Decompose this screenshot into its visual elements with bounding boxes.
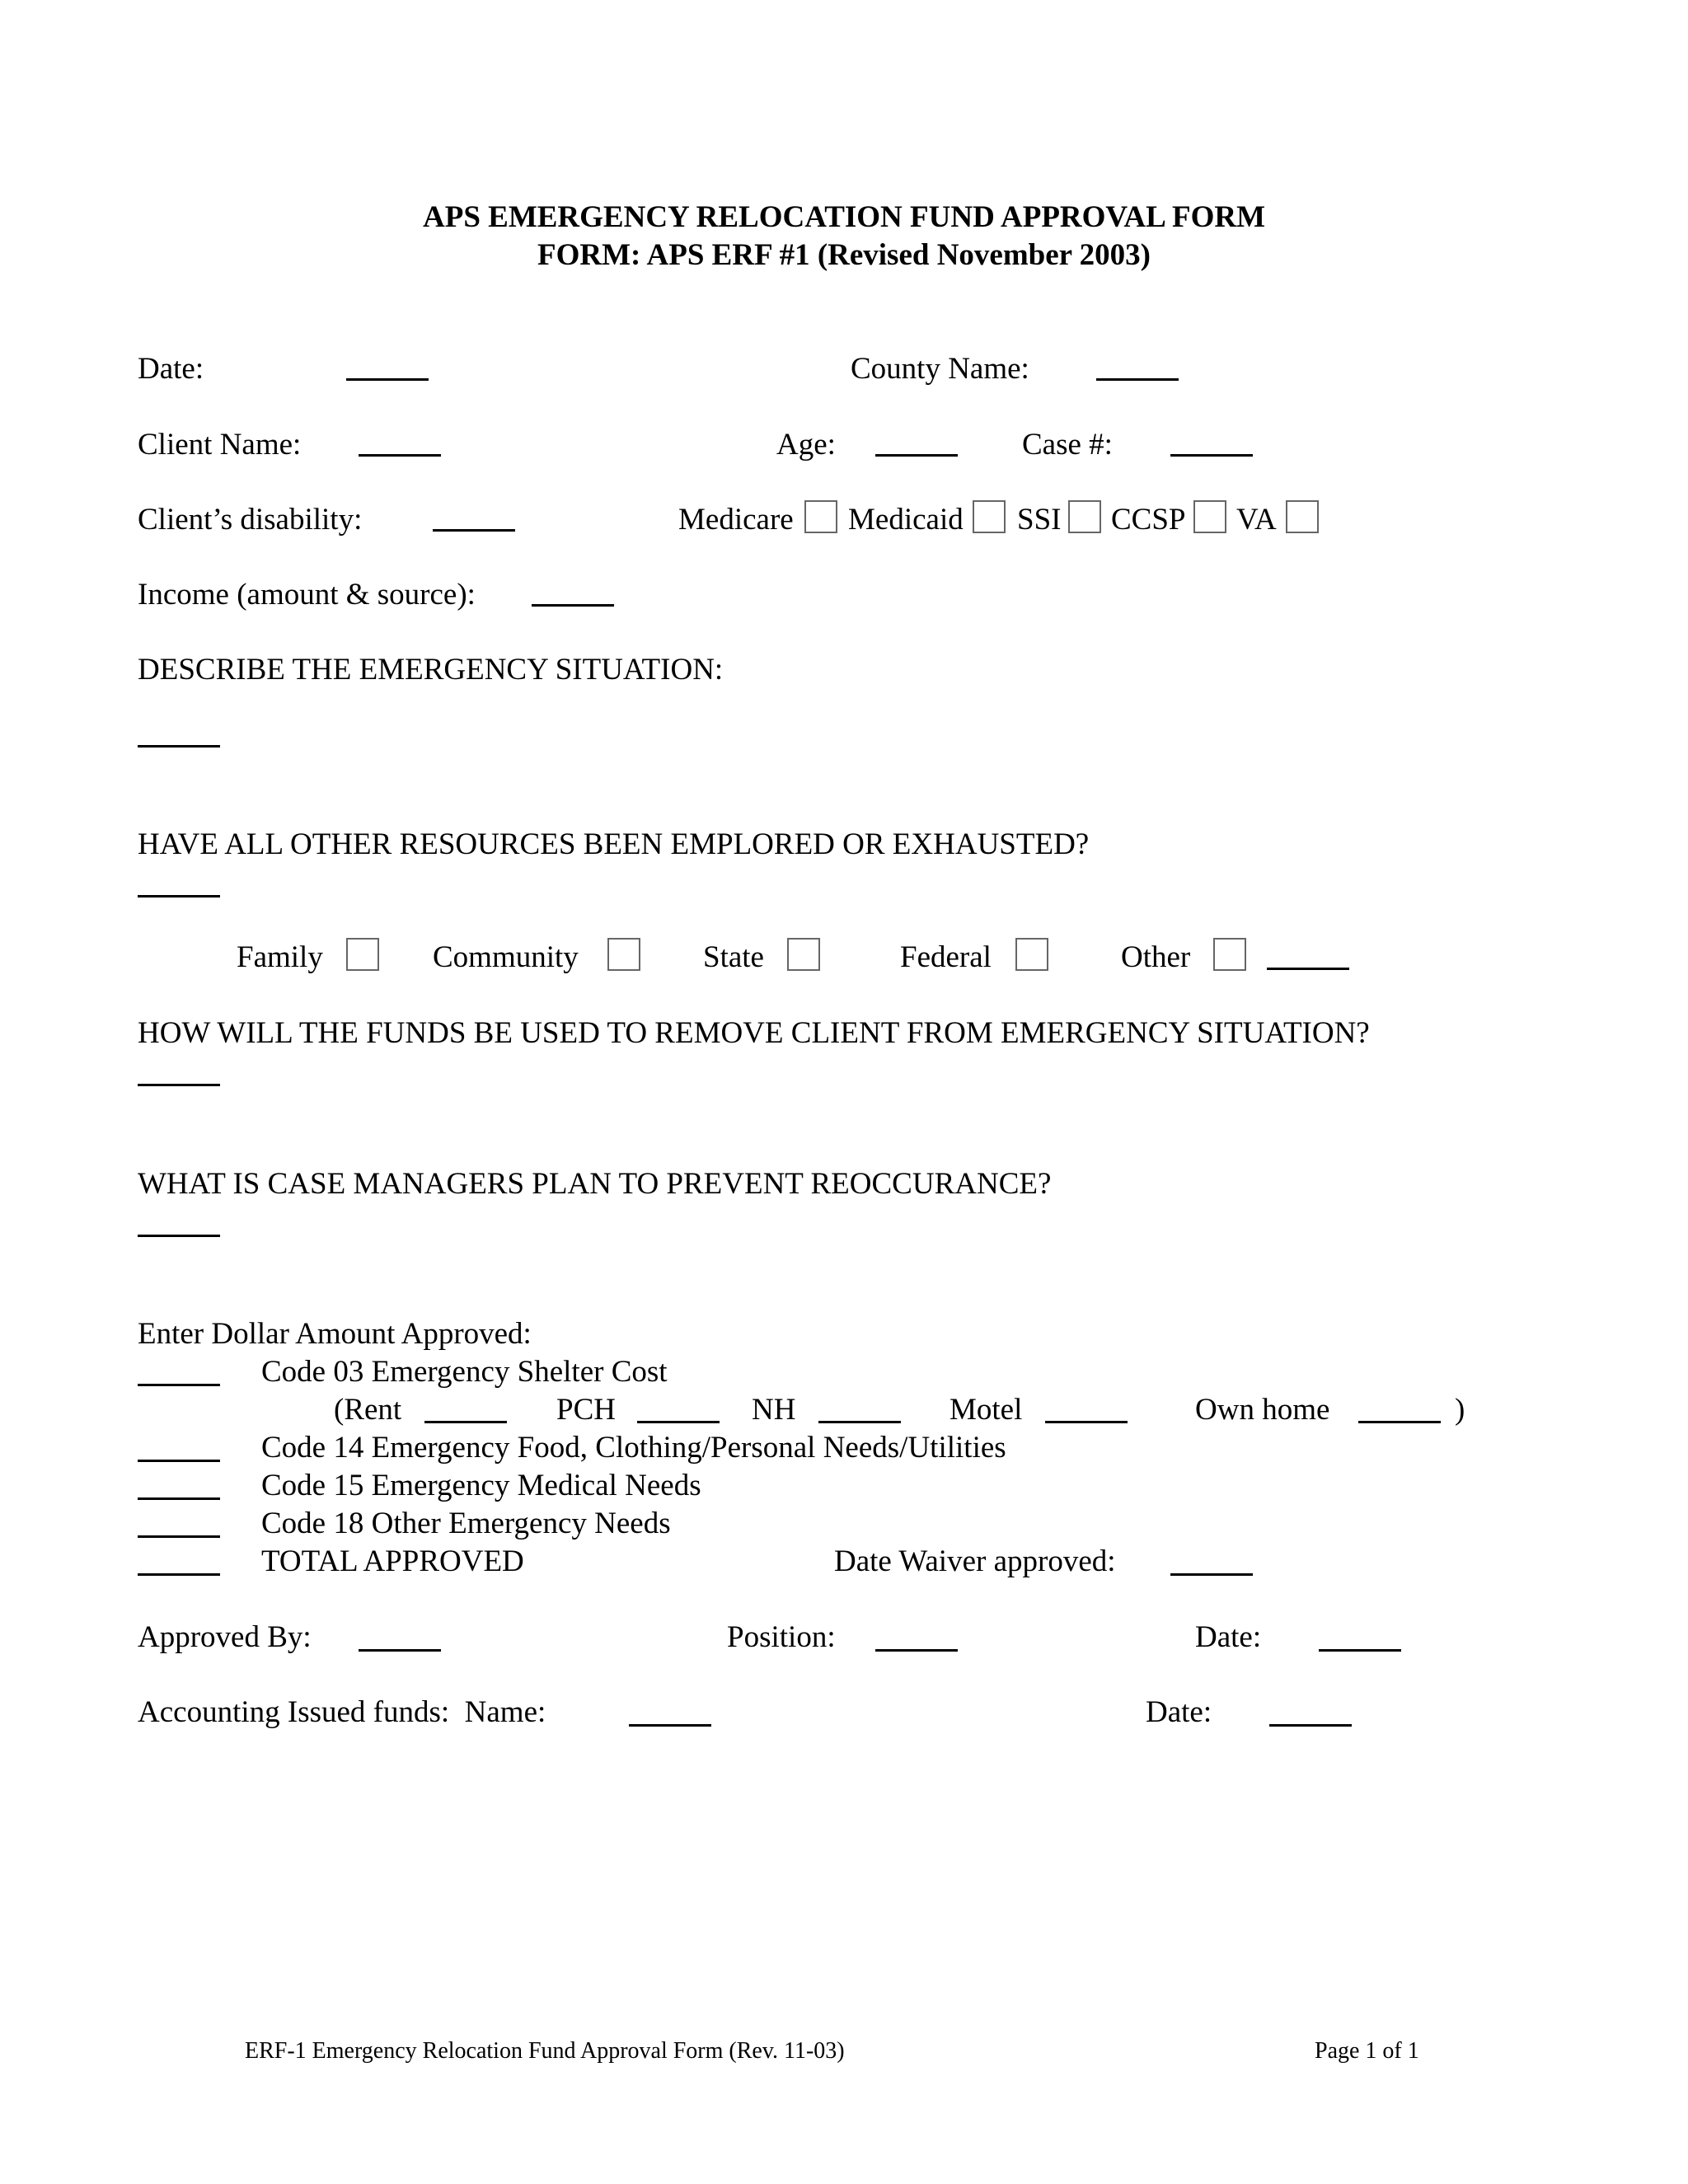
rent-label: (Rent — [334, 1393, 402, 1427]
federal-label: Federal — [900, 940, 992, 974]
emergency-answer-field[interactable] — [138, 745, 220, 748]
ccsp-checkbox[interactable] — [1193, 500, 1226, 533]
code15-label: Code 15 Emergency Medical Needs — [261, 1469, 701, 1502]
community-checkbox[interactable] — [607, 938, 640, 971]
age-label: Age: — [776, 428, 836, 462]
case-number-label: Case #: — [1022, 428, 1113, 462]
code15-amount-field[interactable] — [138, 1497, 220, 1500]
accounting-label: Accounting Issued funds: Name: — [138, 1695, 546, 1729]
code14-label: Code 14 Emergency Food, Clothing/Personal Needs/Utilities — [261, 1431, 1006, 1465]
code18-label: Code 18 Other Emergency Needs — [261, 1507, 671, 1540]
accounting-name-field[interactable] — [629, 1724, 711, 1727]
case-number-field[interactable] — [1170, 454, 1253, 457]
code18-amount-field[interactable] — [138, 1535, 220, 1538]
funds-question: HOW WILL THE FUNDS BE USED TO REMOVE CLIENT FROM EMERGENCY SITUATION? — [138, 1016, 1370, 1050]
approval-date-label: Date: — [1195, 1620, 1262, 1654]
own-home-field[interactable] — [1358, 1421, 1441, 1423]
code03-amount-field[interactable] — [138, 1384, 220, 1386]
medicaid-label: Medicaid — [848, 503, 964, 537]
funds-answer-field[interactable] — [138, 1084, 220, 1086]
nh-field[interactable] — [818, 1421, 901, 1423]
date-waiver-label: Date Waiver approved: — [834, 1544, 1116, 1578]
form-title: APS EMERGENCY RELOCATION FUND APPROVAL FORM — [423, 200, 1265, 234]
va-checkbox[interactable] — [1286, 500, 1319, 533]
pch-field[interactable] — [637, 1421, 720, 1423]
family-checkbox[interactable] — [346, 938, 379, 971]
medicare-checkbox[interactable] — [804, 500, 837, 533]
plan-question: WHAT IS CASE MANAGERS PLAN TO PREVENT REOCCURANCE? — [138, 1167, 1052, 1201]
other-label: Other — [1121, 940, 1191, 974]
approved-by-label: Approved By: — [138, 1620, 312, 1654]
client-name-field[interactable] — [359, 454, 441, 457]
accounting-date-label: Date: — [1146, 1695, 1212, 1729]
code03-label: Code 03 Emergency Shelter Cost — [261, 1355, 668, 1389]
position-label: Position: — [727, 1620, 836, 1654]
state-label: State — [703, 940, 764, 974]
income-field[interactable] — [532, 604, 614, 607]
approval-date-field[interactable] — [1319, 1649, 1401, 1652]
client-disability-field[interactable] — [433, 529, 515, 532]
federal-checkbox[interactable] — [1015, 938, 1048, 971]
page-number: Page 1 of 1 — [1315, 2038, 1419, 2064]
position-field[interactable] — [875, 1649, 958, 1652]
rent-field[interactable] — [424, 1421, 507, 1423]
amount-heading: Enter Dollar Amount Approved: — [138, 1317, 532, 1351]
other-resource-field[interactable] — [1267, 968, 1349, 970]
resources-question: HAVE ALL OTHER RESOURCES BEEN EMPLORED OR EXHAUSTED? — [138, 827, 1090, 861]
resources-answer-field[interactable] — [138, 895, 220, 898]
community-label: Community — [433, 940, 579, 974]
form-subtitle: FORM: APS ERF #1 (Revised November 2003) — [537, 238, 1151, 272]
state-checkbox[interactable] — [787, 938, 820, 971]
ssi-label: SSI — [1017, 503, 1062, 537]
emergency-question: DESCRIBE THE EMERGENCY SITUATION: — [138, 653, 724, 687]
close-paren: ) — [1455, 1393, 1465, 1427]
age-field[interactable] — [875, 454, 958, 457]
date-field[interactable] — [346, 378, 429, 381]
medicare-label: Medicare — [678, 503, 794, 537]
family-label: Family — [237, 940, 323, 974]
ssi-checkbox[interactable] — [1068, 500, 1101, 533]
footer-form-name: ERF-1 Emergency Relocation Fund Approval Form (Rev. 11-03) — [245, 2038, 845, 2064]
county-name-field[interactable] — [1096, 378, 1179, 381]
plan-answer-field[interactable] — [138, 1235, 220, 1237]
total-approved-label: TOTAL APPROVED — [261, 1544, 524, 1578]
ccsp-label: CCSP — [1111, 503, 1186, 537]
va-label: VA — [1236, 503, 1277, 537]
accounting-date-field[interactable] — [1269, 1724, 1352, 1727]
client-disability-label: Client’s disability: — [138, 503, 363, 537]
code14-amount-field[interactable] — [138, 1460, 220, 1462]
client-name-label: Client Name: — [138, 428, 302, 462]
total-amount-field[interactable] — [138, 1573, 220, 1576]
own-home-label: Own home — [1195, 1393, 1330, 1427]
motel-label: Motel — [950, 1393, 1023, 1427]
approved-by-field[interactable] — [359, 1649, 441, 1652]
medicaid-checkbox[interactable] — [973, 500, 1006, 533]
date-waiver-field[interactable] — [1170, 1573, 1253, 1576]
nh-label: NH — [752, 1393, 796, 1427]
income-label: Income (amount & source): — [138, 578, 476, 612]
date-label: Date: — [138, 352, 204, 386]
other-checkbox[interactable] — [1213, 938, 1246, 971]
county-name-label: County Name: — [851, 352, 1029, 386]
motel-field[interactable] — [1045, 1421, 1128, 1423]
pch-label: PCH — [556, 1393, 616, 1427]
